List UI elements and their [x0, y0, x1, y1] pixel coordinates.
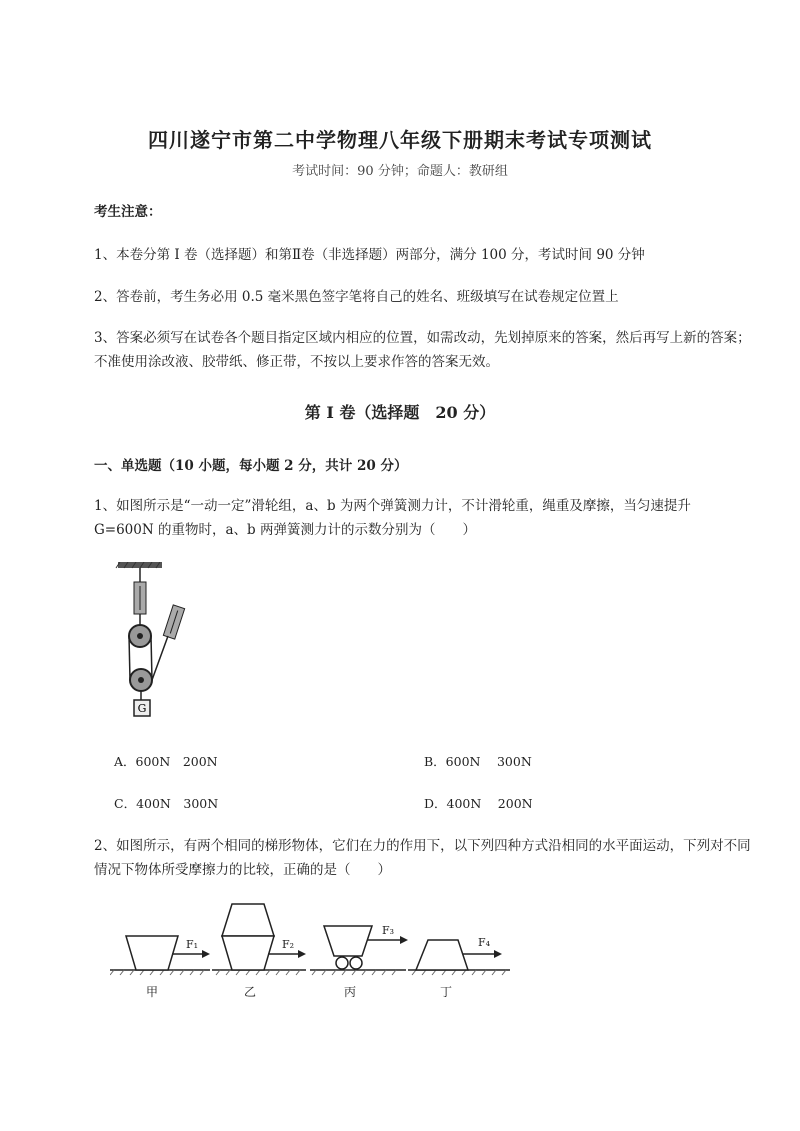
notice-item-3: 3、答案必须写在试卷各个题目指定区域内相应的位置，如需改动，先划掉原来的答案，然后再写上新的答案；不准使用涂改液、胶带纸、修正带，不按以上要求作答的答案无效。 [94, 330, 751, 370]
q1-option-a[interactable]: A．600N 200N [114, 754, 218, 769]
force-label-3: F₃ [382, 924, 395, 937]
force-arrow-3 [400, 936, 408, 944]
force-label-1: F₁ [186, 938, 199, 951]
notice-heading: 考生注意： [94, 204, 162, 220]
part-heading: 一、单选题（10 小题，每小题 2 分，共计 20 分） [94, 458, 408, 474]
block-ding [416, 940, 468, 970]
figure-label-ding: 丁 [439, 985, 453, 999]
question-2-text: 2、如图所示，有两个相同的梯形物体，它们在力的作用下，以下列四种方式沿相同的水平面运动，下列对不同情况下物体所受摩擦力的比较，正确的是（ ） [94, 838, 751, 878]
force-arrow-2 [298, 950, 306, 958]
figure-label-bing: 丙 [343, 985, 357, 999]
section-title: 第 I 卷（选择题 20 分） [304, 403, 496, 422]
page-title: 四川遂宁市第二中学物理八年级下册期末考试专项测试 [148, 128, 652, 152]
notice-item-2: 2、答卷前，考生务必用 0.5 毫米黑色签字笔将自己的姓名、班级填写在试卷规定位置上 [94, 289, 619, 305]
q1-option-c[interactable]: C．400N 300N [114, 796, 219, 811]
q1-option-d[interactable]: D．400N 200N [424, 796, 533, 811]
roller-right [350, 957, 362, 969]
block-jia [126, 936, 178, 970]
friction-figure [110, 898, 520, 1004]
force-arrow-4 [494, 950, 502, 958]
pulley-figure [112, 562, 192, 722]
block-bing [324, 926, 372, 956]
block-yi-bottom [222, 936, 274, 970]
notice-item-1: 1、本卷分第 I 卷（选择题）和第Ⅱ卷（非选择题）两部分，满分 100 分，考试时间 90 分钟 [94, 247, 645, 263]
exam-info: 考试时间：90 分钟；命题人：教研组 [292, 164, 508, 179]
force-label-4: F₄ [478, 936, 491, 949]
figure-label-yi: 乙 [243, 985, 257, 999]
block-yi-top [222, 904, 274, 936]
question-1-text: 1、如图所示是“一动一定”滑轮组，a、b 为两个弹簧测力计，不计滑轮重，绳重及摩擦，当匀速提升 G=600N 的重物时，a、b 两弹簧测力计的示数分别为（ ） [94, 498, 691, 538]
figure-label-jia: 甲 [145, 985, 159, 999]
weight-label: G [137, 702, 147, 715]
force-label-2: F₂ [282, 938, 295, 951]
force-arrow-1 [202, 950, 210, 958]
roller-left [336, 957, 348, 969]
q1-option-b[interactable]: B．600N 300N [424, 754, 532, 769]
